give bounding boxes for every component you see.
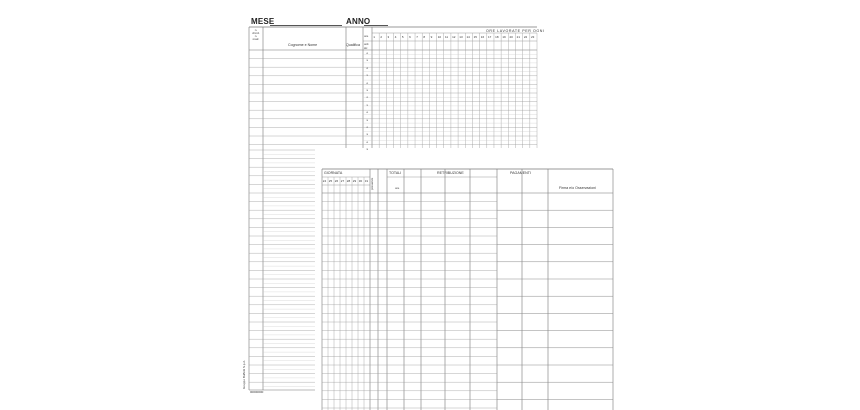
row-mark: o <box>366 139 369 144</box>
day-number-10: 10 <box>437 34 442 39</box>
row-mark: s <box>366 102 368 107</box>
day-number-24: 24 <box>322 178 327 183</box>
day-number-5: 5 <box>401 34 404 39</box>
day-number-3: 3 <box>387 34 390 39</box>
hours-section-title: ORE LAVORATE PER OGNI <box>486 29 545 33</box>
day-number-13: 13 <box>459 34 463 39</box>
signature-label: Firma e/o Osservazioni <box>559 186 596 190</box>
row-mark: s <box>366 58 368 63</box>
day-number-4: 4 <box>394 34 397 39</box>
day-number-9: 9 <box>430 34 433 39</box>
totals-hours-label: ore <box>395 186 400 190</box>
day-number-21: 21 <box>516 34 521 39</box>
day-number-27: 27 <box>340 178 345 183</box>
year-label: ANNO <box>346 17 371 26</box>
role-column-header: Qualifica <box>346 43 360 47</box>
month-label: MESE <box>251 17 275 26</box>
name-column-header: Cognome e Nome <box>288 43 318 47</box>
totals-title: TOTALI <box>389 171 402 175</box>
day-number-22: 22 <box>523 34 528 39</box>
day-number-31: 31 <box>364 178 369 183</box>
day-number-11: 11 <box>444 34 449 39</box>
row-mark: s <box>366 87 368 92</box>
presence-label: presenze <box>370 177 374 190</box>
day-number-12: 12 <box>452 34 456 39</box>
day-number-1: 1 <box>373 34 375 39</box>
day-number-26: 26 <box>334 178 339 183</box>
order-number-header: n. d'ord. n. matr. <box>252 28 260 41</box>
day-number-6: 6 <box>409 34 411 39</box>
row-mark: o <box>366 124 369 129</box>
day-number-18: 18 <box>495 34 499 39</box>
row-mark: o <box>366 80 369 85</box>
day-number-14: 14 <box>466 34 470 39</box>
day-number-7: 7 <box>416 34 418 39</box>
form-code: 00000000 <box>250 390 264 394</box>
row-mark: s <box>366 117 368 122</box>
day-number-29: 29 <box>352 178 357 183</box>
day-number-28: 28 <box>346 178 351 183</box>
day-number-2: 2 <box>380 34 383 39</box>
day-number-25: 25 <box>328 178 333 183</box>
row-mark: o <box>366 51 369 55</box>
day-number-20: 20 <box>509 34 513 39</box>
pay-title: RETRIBUZIONE <box>437 171 464 175</box>
day-number-16: 16 <box>480 34 485 39</box>
payments-title: PAGAMENTI <box>510 171 531 175</box>
row-mark: o <box>366 65 369 70</box>
row-mark: s <box>366 147 368 152</box>
day-number-30: 30 <box>358 178 363 183</box>
row-mark: s <box>366 132 368 137</box>
day-number-8: 8 <box>423 34 426 39</box>
row-mark: o <box>366 110 369 115</box>
publisher-text: Gruppo Buffetti S.p.A. <box>242 359 246 389</box>
row-mark: s <box>366 73 368 78</box>
day-number-23: 23 <box>531 34 535 39</box>
day-number-17: 17 <box>487 34 492 39</box>
day-number-15: 15 <box>473 34 477 39</box>
days-section-title: GIORNATA <box>324 171 343 175</box>
day-number-19: 19 <box>502 34 506 39</box>
hours-type-header: ore ord. str. <box>364 34 370 50</box>
